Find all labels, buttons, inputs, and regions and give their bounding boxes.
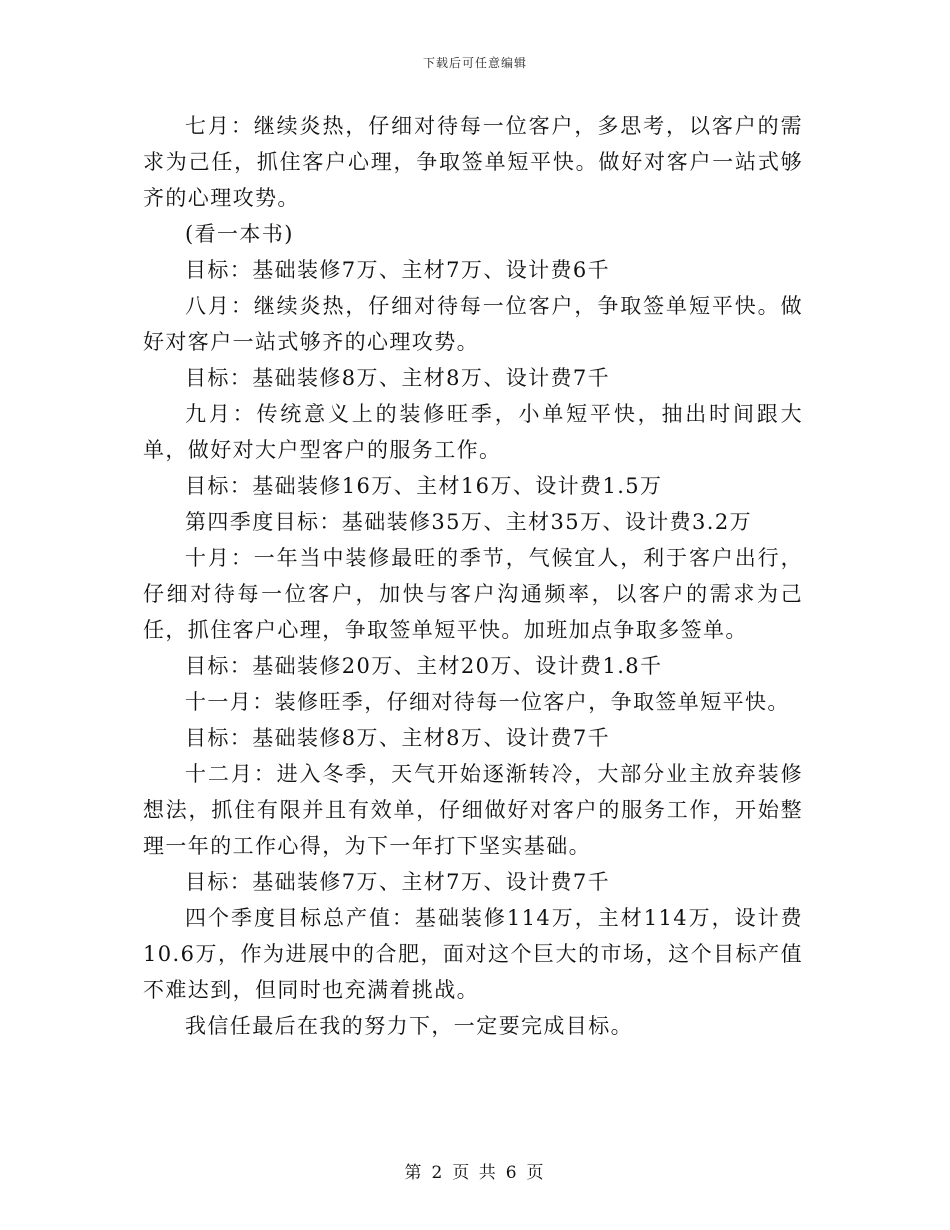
document-body <box>143 108 803 1044</box>
footer-suffix: 页 <box>526 1163 546 1183</box>
footer-current-page: 2 <box>431 1163 445 1183</box>
paragraph-closing: 我信任最后在我的努力下，一定要完成目标。 <box>185 1014 633 1038</box>
paragraph-december-target: 目标：基础装修7万、主材7万、设计费7千 <box>185 870 611 894</box>
paragraph-q4-target: 第四季度目标：基础装修35万、主材35万、设计费3.2万 <box>185 510 753 534</box>
paragraph-july-target: 目标：基础装修7万、主材7万、设计费6千 <box>185 258 611 282</box>
paragraph-september-target: 目标：基础装修16万、主材16万、设计费1.5万 <box>185 474 663 498</box>
paragraph-october-target: 目标：基础装修20万、主材20万、设计费1.8千 <box>185 654 663 678</box>
paragraph-book-note: (看一本书) <box>185 222 294 246</box>
paragraph-august-target: 目标：基础装修8万、主材8万、设计费7千 <box>185 366 611 390</box>
paragraph-november: 十一月：装修旺季，仔细对待每一位客户，争取签单短平快。 <box>185 690 790 714</box>
paragraph-october: 十月：一年当中装修最旺的季节，气候宜人，利于客户出行，仔细对待每一位客户，加快与客户沟通频率，以客户的需求为己任，抓住客户心理，争取签单短平快。加班加点争取多签单。 <box>143 546 803 642</box>
paragraph-december: 十二月：进入冬季，天气开始逐渐转冷，大部分业主放弃装修想法，抓住有限并且有效单，仔细做好对客户的服务工作，开始整理一年的工作心得，为下一年打下坚实基础。 <box>143 762 803 858</box>
paragraph-september: 九月：传统意义上的装修旺季，小单短平快，抽出时间跟大单，做好对大户型客户的服务工作。 <box>143 402 803 462</box>
paragraph-annual-total: 四个季度目标总产值：基础装修114万，主材114万，设计费10.6万，作为进展中的合肥，面对这个巨大的市场，这个目标产值不难达到，但同时也充满着挑战。 <box>143 906 803 1002</box>
footer-prefix: 第 <box>404 1163 424 1183</box>
paragraph-august: 八月：继续炎热，仔细对待每一位客户，争取签单短平快。做好对客户一站式够齐的心理攻势。 <box>143 294 803 354</box>
paragraph-november-target: 目标：基础装修8万、主材8万、设计费7千 <box>185 726 611 750</box>
paragraph-july: 七月：继续炎热，仔细对待每一位客户，多思考，以客户的需求为己任，抓住客户心理，争取签单短平快。做好对客户一站式够齐的心理攻势。 <box>143 114 803 210</box>
footer-middle: 页 共 <box>452 1163 498 1183</box>
page-footer <box>0 1158 950 1183</box>
page-header: 下载后可任意编辑 <box>422 56 527 70</box>
footer-total-pages: 6 <box>505 1163 519 1183</box>
